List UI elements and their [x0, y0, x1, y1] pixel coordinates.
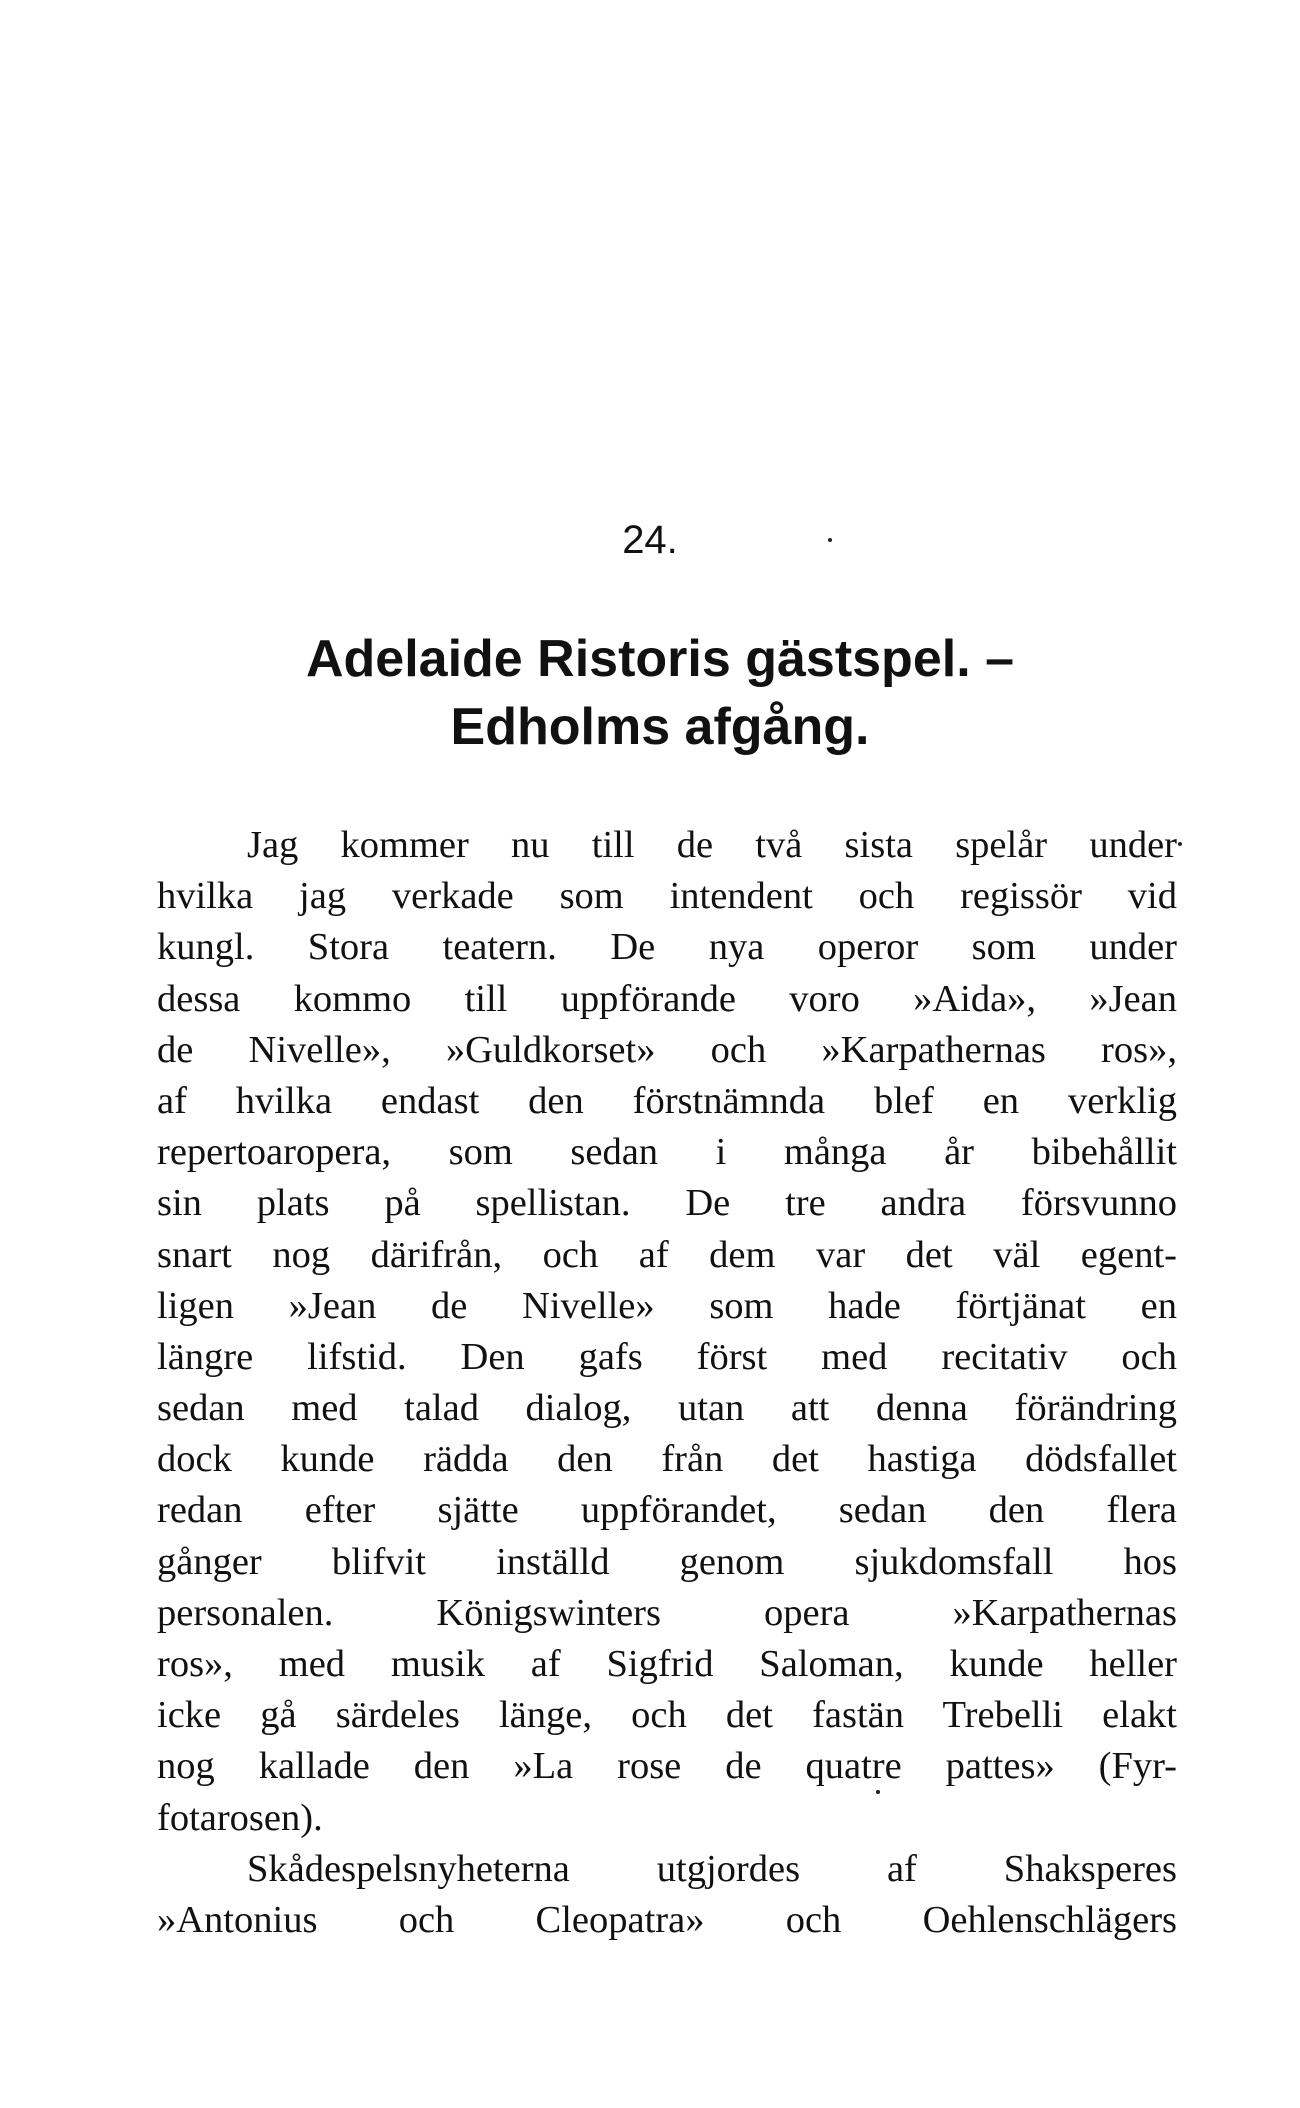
text-line: ros», med musik af Sigfrid Saloman, kunde heller — [157, 1643, 1177, 1685]
body-text — [157, 820, 1177, 1946]
text-line: sin plats på spellistan. De tre andra försvunno — [157, 1182, 1177, 1225]
text-line: redan efter sjätte uppförandet, sedan den flera — [157, 1489, 1177, 1532]
text-line: ligen »Jean de Nivelle» som hade förtjänat en — [157, 1284, 1177, 1327]
chapter-title-line: Adelaide Ristoris gästspel. – — [305, 630, 1015, 688]
print-speck — [1178, 842, 1182, 846]
text-line: snart nog därifrån, och af dem var det väl egent- — [157, 1233, 1177, 1276]
text-line: icke gå särdeles länge, och det fastän Trebelli elakt — [157, 1694, 1177, 1737]
text-line: dock kunde rädda den från det hastiga dödsfallet — [157, 1438, 1177, 1481]
chapter-title-line: Edholms afgång. — [450, 698, 870, 756]
text-line: sedan med talad dialog, utan att denna förändring — [157, 1387, 1177, 1430]
text-line: »Antonius och Cleopatra» och Oehlenschlägers — [157, 1898, 1177, 1941]
text-line: repertoaropera, som sedan i många år bibehållit — [157, 1131, 1177, 1174]
text-line: Jag kommer nu till de två sista spelår under — [247, 824, 1177, 866]
chapter-title — [160, 625, 1160, 761]
text-line: fotarosen). — [157, 1796, 323, 1839]
text-line: de Nivelle», »Guldkorset» och »Karpathernas ros», — [157, 1028, 1177, 1071]
text-line: längre lifstid. Den gafs först med recitativ och — [157, 1335, 1177, 1378]
text-line: gånger blifvit inställd genom sjukdomsfall hos — [157, 1540, 1177, 1583]
text-line: Skådespelsnyheterna utgjordes af Shaksperes — [247, 1847, 1177, 1890]
text-line: personalen. Königswinters opera »Karpathernas — [157, 1591, 1177, 1634]
text-line: dessa kommo till uppförande voro »Aida», »Jean — [157, 977, 1177, 1020]
text-line: hvilka jag verkade som intendent och regissör vid — [157, 875, 1177, 918]
text-line: af hvilka endast den förstnämnda blef en verklig — [157, 1079, 1177, 1122]
text-line: nog kallade den »La rose de quatre pattes» (Fyr- — [157, 1745, 1177, 1788]
text-line: kungl. Stora teatern. De nya operor som under — [157, 926, 1177, 969]
page-number: 24. — [622, 518, 678, 562]
print-speck — [828, 538, 832, 542]
